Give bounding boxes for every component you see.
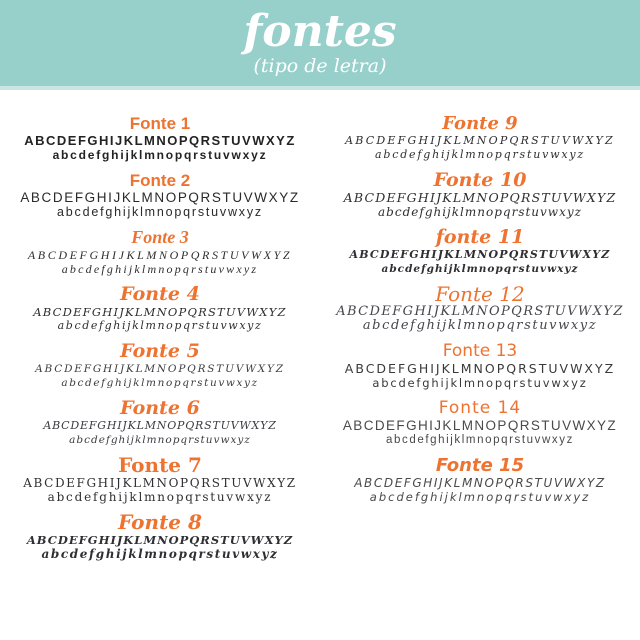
- font-label: Fonte 8: [118, 510, 202, 534]
- font-label: Fonte 10: [433, 169, 527, 191]
- font-label: Fonte 6: [120, 397, 200, 419]
- lowercase-row: abcdefghijklmnopqrstuvwxyz: [52, 148, 268, 162]
- font-label: Fonte 14: [438, 398, 522, 418]
- lowercase-row: abcdefghijklmnopqrstuvwxyz: [362, 318, 598, 333]
- font-sample-fonte-10: [320, 171, 640, 219]
- lowercase-row: abcdefghijklmnopqrstuvwxyz: [369, 490, 591, 504]
- font-sample-fonte-3: [0, 228, 320, 276]
- lowercase-row: abcdefghijklmnopqrstuvwxyz: [378, 205, 582, 219]
- page-title: fontes: [243, 6, 397, 57]
- uppercase-row: ABCDEFGHIJKLMNOPQRSTUVWXYZ: [26, 533, 294, 547]
- font-sample-fonte-6: [0, 399, 320, 447]
- uppercase-row: ABCDEFGHIJKLMNOPQRSTUVWXYZ: [20, 190, 300, 205]
- lowercase-row: abcdefghijklmnopqrstuvwxyz: [381, 263, 579, 275]
- font-label: fonte 11: [435, 226, 525, 248]
- uppercase-row: ABCDEFGHIJKLMNOPQRSTUVWXYZ: [24, 133, 296, 148]
- lowercase-row: abcdefghijklmnopqrstuvwxyz: [386, 434, 574, 446]
- font-sample-fonte-9: [320, 114, 640, 162]
- uppercase-row: ABCDEFGHIJKLMNOPQRSTUVWXYZ: [344, 361, 616, 376]
- font-label: Fonte 9: [442, 113, 518, 134]
- header-banner: [0, 0, 640, 90]
- uppercase-row: ABCDEFGHIJKLMNOPQRSTUVWXYZ: [345, 134, 615, 147]
- uppercase-row: ABCDEFGHIJKLMNOPQRSTUVWXYZ: [349, 248, 611, 261]
- lowercase-row: abcdefghijklmnopqrstuvwxyz: [372, 376, 588, 390]
- font-label: Fonte 1: [129, 114, 191, 133]
- page-subtitle: (tipo de letra): [253, 55, 387, 77]
- lowercase-row: abcdefghijklmnopqrstuvwxyz: [375, 148, 585, 161]
- font-sample-fonte-14: [320, 399, 640, 447]
- font-label: Fonte 5: [120, 340, 200, 362]
- font-sample-fonte-7: [0, 453, 320, 504]
- font-label: Fonte 12: [435, 282, 525, 306]
- uppercase-row: ABCDEFGHIJKLMNOPQRSTUVWXYZ: [23, 476, 297, 490]
- font-label: Fonte 7: [118, 453, 202, 477]
- font-sample-fonte-4: [0, 285, 320, 333]
- font-sample-fonte-15: [320, 456, 640, 504]
- uppercase-row: ABCDEFGHIJKLMNOPQRSTUVWXYZ: [33, 305, 287, 319]
- font-sample-fonte-11: [320, 228, 640, 276]
- lowercase-row: abcdefghijklmnopqrstuvwxyz: [47, 490, 273, 504]
- uppercase-row: ABCDEFGHIJKLMNOPQRSTUVWXYZ: [354, 476, 606, 490]
- font-sample-fonte-12: [320, 282, 640, 333]
- column-right: [320, 114, 640, 570]
- column-left: [0, 114, 320, 570]
- uppercase-row: ABCDEFGHIJKLMNOPQRSTUVWXYZ: [336, 304, 624, 319]
- uppercase-row: ABCDEFGHIJKLMNOPQRSTUVWXYZ: [35, 363, 285, 375]
- font-label: Fonte 3: [131, 227, 189, 247]
- font-sample-fonte-8: [0, 510, 320, 561]
- lowercase-row: abcdefghijklmnopqrstuvwxyz: [69, 434, 251, 446]
- lowercase-row: abcdefghijklmnopqrstuvwxyz: [57, 319, 263, 332]
- uppercase-row: ABCDEFGHIJKLMNOPQRSTUVWXYZ: [342, 418, 618, 433]
- lowercase-row: abcdefghijklmnopqrstuvwxyz: [61, 377, 259, 389]
- font-sample-fonte-1: [0, 114, 320, 162]
- font-sample-fonte-13: [320, 342, 640, 390]
- lowercase-row: abcdefghijklmnopqrstuvwxyz: [41, 547, 279, 561]
- font-label: Fonte 4: [120, 283, 200, 305]
- font-samples-area: [0, 90, 640, 570]
- font-sample-fonte-5: [0, 342, 320, 390]
- uppercase-row: ABCDEFGHIJKLMNOPQRSTUVWXYZ: [343, 190, 617, 205]
- uppercase-row: ABCDEFGHIJKLMNOPQRSTUVWXYZ: [27, 248, 293, 262]
- uppercase-row: ABCDEFGHIJKLMNOPQRSTUVWXYZ: [43, 419, 277, 432]
- font-label: Fonte 13: [442, 341, 518, 361]
- font-sample-fonte-2: [0, 171, 320, 219]
- lowercase-row: abcdefghijklmnopqrstuvwxyz: [57, 205, 263, 219]
- lowercase-row: abcdefghijklmnopqrstuvwxyz: [61, 262, 259, 276]
- font-label: Fonte 2: [129, 171, 191, 190]
- font-label: Fonte 15: [435, 455, 525, 476]
